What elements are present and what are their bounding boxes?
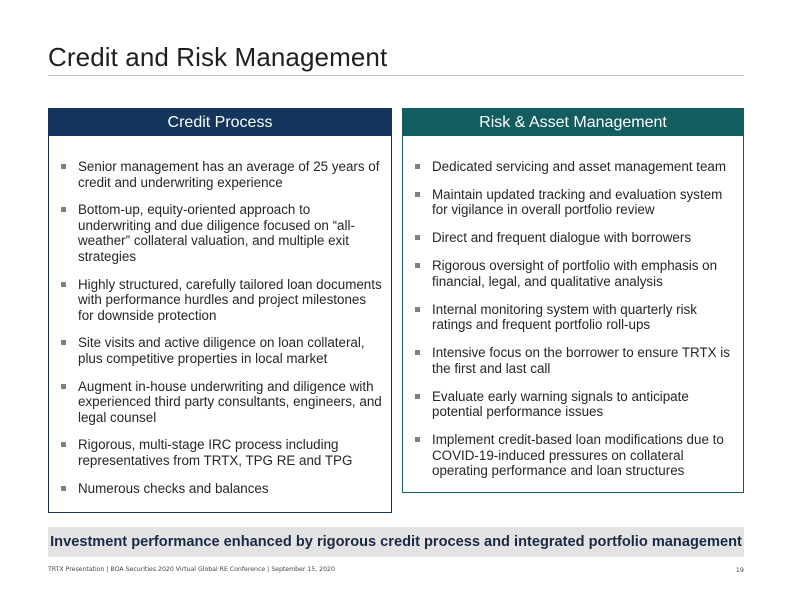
list-item [78, 335, 383, 366]
list-item [432, 432, 735, 479]
list-item-text: Internal monitoring system with quarterly risk ratings and frequent portfolio roll-ups [432, 301, 697, 333]
bullet-square-icon [61, 164, 66, 169]
bullet-square-icon [61, 384, 66, 389]
credit-process-panel [48, 108, 392, 513]
list-item [78, 159, 383, 190]
bullet-square-icon [61, 442, 66, 447]
title-divider [48, 75, 744, 76]
list-item [432, 302, 735, 333]
list-item-text: Dedicated servicing and asset management team [432, 159, 727, 174]
list-item [78, 202, 383, 264]
list-item [78, 437, 383, 468]
bullet-square-icon [61, 486, 66, 491]
bullet-square-icon [415, 307, 420, 312]
bullet-square-icon [415, 263, 420, 268]
bullet-square-icon [415, 350, 420, 355]
list-item [432, 230, 735, 246]
bullet-square-icon [415, 192, 420, 197]
list-item [432, 258, 735, 289]
list-item [432, 187, 735, 218]
bullet-square-icon [415, 235, 420, 240]
bullet-square-icon [61, 282, 66, 287]
list-item-text: Highly structured, carefully tailored loan documents with performance hurdles and project milestones for downside protection [78, 276, 382, 323]
list-item [432, 389, 735, 420]
list-item-text: Senior management has an average of 25 years of credit and underwriting experience [78, 159, 380, 190]
list-item-text: Site visits and active diligence on loan collateral, plus competitive properties in local market [78, 335, 365, 366]
list-item-text: Numerous checks and balances [78, 480, 269, 496]
footer-text: TRTX Presentation | BOA Securities 2020 Virtual Global RE Conference | September 15, 2020 [48, 566, 335, 573]
bullet-square-icon [61, 207, 66, 212]
list-item-text: Implement credit-based loan modifications due to COVID-19-induced pressures on collateral operating performance and loan structures [432, 432, 724, 479]
credit-process-header: Credit Process [49, 109, 391, 136]
list-item [78, 481, 383, 497]
bullet-square-icon [415, 394, 420, 399]
list-item-text: Bottom-up, equity-oriented approach to underwriting and due diligence focused on “all-weather” collateral valuation, and multiple exit strategies [78, 202, 355, 264]
risk-asset-management-header: Risk & Asset Management [403, 109, 743, 136]
list-item-text: Maintain updated tracking and evaluation system for vigilance in overall portfolio review [432, 186, 723, 218]
credit-process-list [49, 136, 391, 496]
list-item [432, 345, 735, 376]
list-item-text: Evaluate early warning signals to anticipate potential performance issues [432, 388, 689, 420]
bullet-square-icon [415, 164, 420, 169]
list-item [78, 379, 383, 426]
list-item [78, 277, 383, 324]
bullet-square-icon [61, 340, 66, 345]
list-item-text: Rigorous, multi-stage IRC process including representatives from TRTX, TPG RE and TPG [78, 437, 353, 468]
page-number: 19 [735, 566, 744, 574]
list-item-text: Intensive focus on the borrower to ensure TRTX is the first and last call [432, 345, 730, 376]
list-item-text: Rigorous oversight of portfolio with emphasis on financial, legal, and qualitative analysis [432, 258, 718, 289]
list-item [432, 159, 735, 175]
page-title: Credit and Risk Management [48, 42, 388, 72]
list-item-text: Augment in-house underwriting and diligence with experienced third party consultants, engineers, and legal counsel [78, 378, 382, 425]
bullet-square-icon [415, 437, 420, 442]
risk-asset-management-panel [402, 108, 744, 493]
summary-banner: Investment performance enhanced by rigorous credit process and integrated portfolio management [48, 527, 744, 557]
list-item-text: Direct and frequent dialogue with borrowers [432, 230, 692, 246]
risk-asset-management-list [403, 136, 743, 479]
